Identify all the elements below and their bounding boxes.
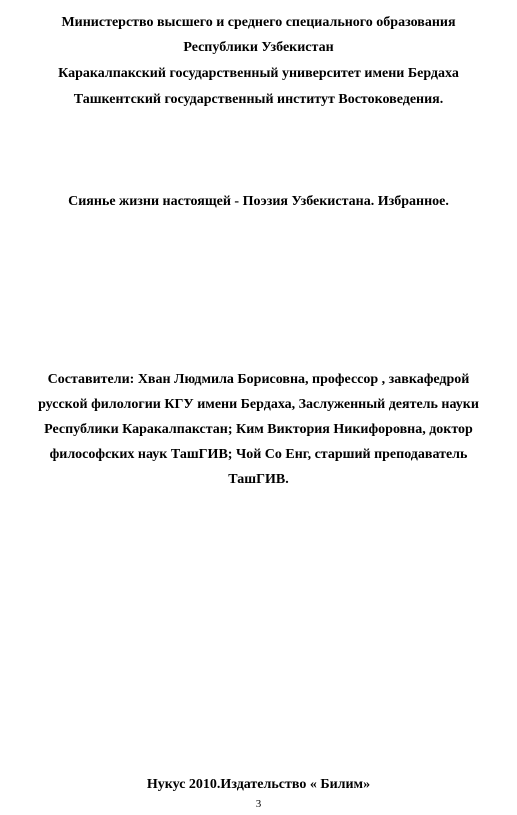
compilers-line: Республики Каракалпакстан; Ким Виктория Никифоровна, доктор xyxy=(44,422,473,437)
header-line-institute: Ташкентский государственный институт Востоковедения. xyxy=(73,92,444,107)
book-title: Сиянье жизни настоящей - Поэзия Узбекистана. Избранное. xyxy=(68,194,449,209)
compilers-line: русской филологии КГУ имени Бердаха, Заслуженный деятель науки xyxy=(38,397,479,412)
header-line-university: Каракалпакский государственный университет имени Бердаха xyxy=(58,66,459,81)
compilers-line: ТашГИВ. xyxy=(228,472,289,487)
page-number: 3 xyxy=(255,798,262,810)
publisher-footer: Нукус 2010.Издательство « Билим» xyxy=(146,777,371,792)
compilers-line: философских наук ТашГИВ; Чой Со Енг, старший преподаватель xyxy=(49,447,468,462)
compilers-line: Составители: Хван Людмила Борисовна, профессор , завкафедрой xyxy=(47,372,470,387)
header-line-ministry: Министерство высшего и среднего специального образования xyxy=(61,15,456,30)
header-line-republic: Республики Узбекистан xyxy=(183,40,334,55)
